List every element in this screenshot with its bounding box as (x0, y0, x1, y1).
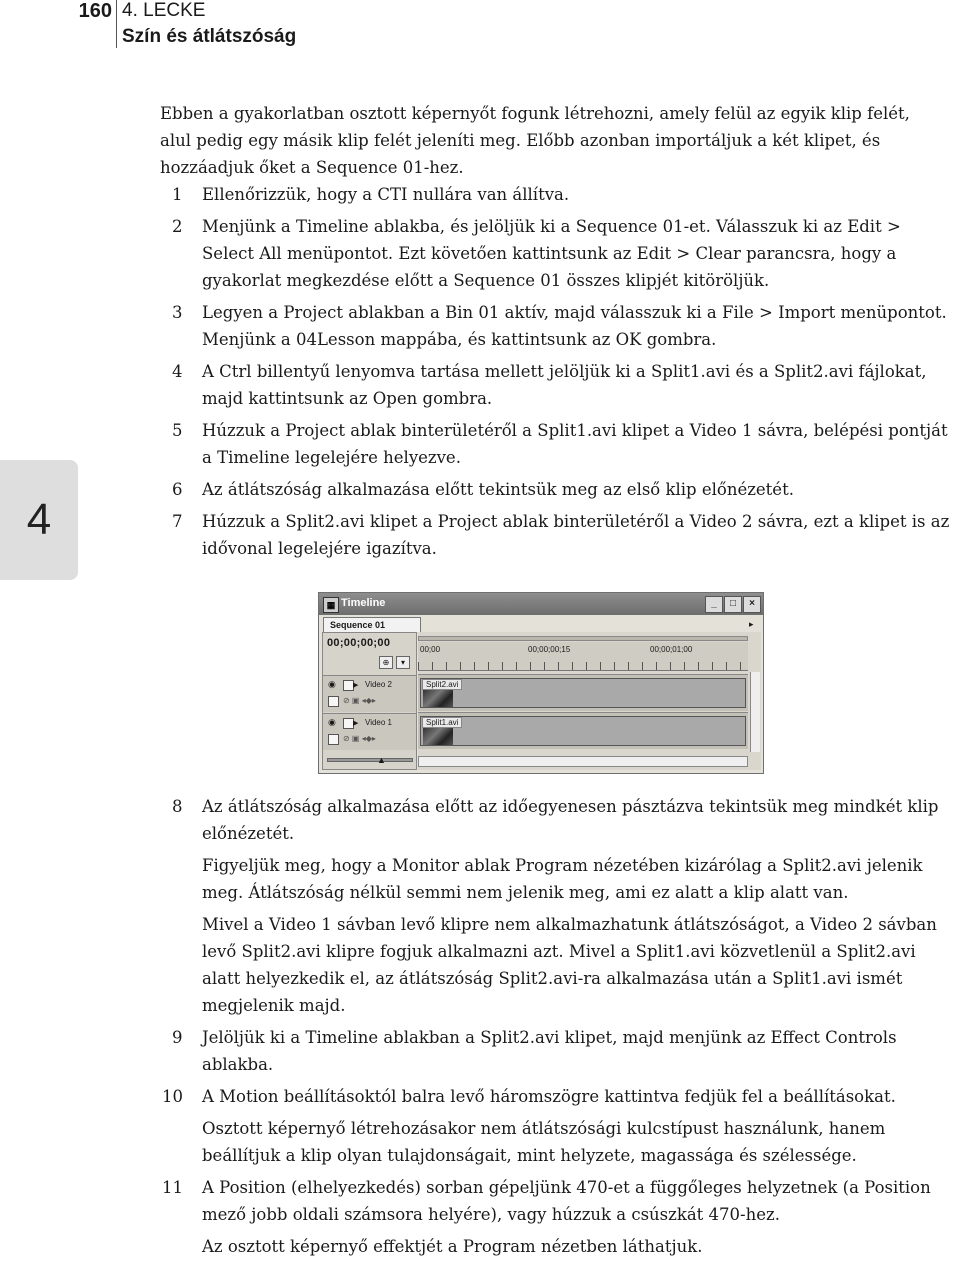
page-header (0, 0, 960, 52)
keyframe-controls-icon[interactable]: ⊘ ▣ ◂◆▸ (343, 734, 376, 743)
clip-name: Split2.avi (422, 679, 462, 690)
track-header-video-2 (323, 675, 416, 712)
eye-icon[interactable]: ◉ (328, 679, 336, 689)
step-number: 11 (162, 1178, 183, 1197)
track-video-1 (418, 712, 748, 749)
zoom-track (327, 758, 413, 762)
ruler-label: 00;00;00;15 (528, 645, 571, 654)
step-text: Menjünk a Timeline ablakba, és jelöljük ki a Sequence 01-et. Válasszuk ki az Edit > Select All menüpontot. Ezt követően kattintsunk az Edit > Clear parancsra, hogy a gyakorlat megkezdése előtt a Sequence 01 összes klipjét kitöröljük. (202, 217, 901, 290)
window-title: Timeline (341, 597, 386, 609)
steps-list-1 (160, 181, 950, 567)
clip-name: Split1.avi (422, 717, 462, 728)
timeline-window (318, 592, 764, 774)
track-name: Video 2 (365, 680, 392, 689)
minimize-icon[interactable]: _ (705, 596, 723, 613)
clip-split1[interactable] (420, 716, 746, 746)
time-ruler[interactable] (418, 642, 748, 671)
step-text: Legyen a Project ablakban a Bin 01 aktív, majd válasszuk ki a File > Import menüpontot. Menjünk a 04Lesson mappába, és kattintsunk az OK gombra. (202, 303, 947, 349)
clip-thumbnail (423, 728, 453, 745)
ruler-label: 00;00;01;00 (650, 645, 693, 654)
horizontal-scrollbar[interactable] (418, 756, 748, 767)
timecode-display[interactable]: 00;00;00;00 (327, 637, 391, 649)
timeline-tracks-pane (418, 632, 761, 770)
track-header-video-1 (323, 713, 416, 750)
step-number: 9 (172, 1028, 183, 1047)
clip-thumbnail (423, 690, 453, 707)
lesson-title: Szín és átlátszóság (122, 26, 297, 47)
note-paragraph: Az osztott képernyő effektjét a Program nézetben láthatjuk. (202, 1237, 703, 1256)
note-paragraph: Osztott képernyő létrehozásakor nem átlátszósági kulcstípust használunk, hanem beállítjuk a klip olyan tulajdonságait, mint helyzete, magassága és szélessége. (202, 1119, 886, 1165)
step-number: 2 (172, 217, 183, 236)
steps-list-2 (160, 793, 950, 1265)
step-text: A Motion beállításoktól balra levő háromszögre kattintva fedjük fel a beállításokat. (202, 1087, 896, 1106)
step-text: Az átlátszóság alkalmazása előtt az időegyenesen pásztázva tekintsük meg mindkét klip előnézetét. (202, 797, 939, 843)
work-area-bar[interactable] (418, 636, 748, 641)
step-item (160, 417, 950, 471)
step-text: A Ctrl billentyű lenyomva tartása mellett jelöljük ki a Split1.avi és a Split2.avi fájlokat, majd kattintsunk az Open gombra. (202, 362, 927, 408)
marker-icon[interactable]: ▾ (396, 656, 410, 669)
window-title-bar (319, 593, 763, 615)
display-style-icon[interactable] (328, 734, 339, 745)
step-item (160, 1083, 950, 1110)
expand-triangle-icon[interactable]: ▶ (353, 682, 359, 689)
panel-menu-icon[interactable]: ▸ (749, 619, 754, 629)
eye-icon[interactable]: ◉ (328, 717, 336, 727)
step-item (160, 299, 950, 353)
step-number: 4 (172, 362, 183, 381)
step-number: 10 (162, 1087, 183, 1106)
step-text: Az átlátszóság alkalmazása előtt tekintsük meg az első klip előnézetét. (202, 480, 794, 499)
step-item (160, 358, 950, 412)
track-video-2 (418, 674, 748, 711)
step-number: 8 (172, 797, 183, 816)
step-item (160, 476, 950, 503)
track-name: Video 1 (365, 718, 392, 727)
step-text: A Position (elhelyezkedés) sorban gépeljünk 470-et a függőleges helyzetnek (a Position mező jobb oldali számsora helyére), vagy húzzuk a csúszkát 470-hez. (202, 1178, 931, 1224)
zoom-knob-icon[interactable]: ▲ (377, 755, 386, 765)
step-number: 7 (172, 512, 183, 531)
step-text: Húzzuk a Project ablak binterületéről a Split1.avi klipet a Video 1 sávra, belépési pontját a Timeline legelejére helyezve. (202, 421, 948, 467)
note-paragraph: Mivel a Video 1 sávban levő klipre nem alkalmazhatunk átlátszóságot, a Video 2 sávban levő Split2.avi klipre fogjuk alkalmazni azt. Mivel a Split1.avi közvetlenül a Split2.avi alatt helyezkedik el, az átlátszóság Split2.avi-ra alkalmazása után a Split1.avi ismét megjelenik majd. (202, 915, 937, 1015)
display-style-icon[interactable] (328, 696, 339, 707)
lesson-number: 4. LECKE (122, 0, 206, 21)
intro-paragraph: Ebben a gyakorlatban osztott képernyőt fogunk létrehozni, amely felül az egyik klip felét, alul pedig egy másik klip felét jeleníti meg. Előbb azonban importáljuk a két klipet, és hozzáadjuk őket a Sequence 01-hez. (160, 104, 910, 177)
step-item (160, 1024, 950, 1078)
close-icon[interactable]: × (743, 596, 761, 613)
step-item (160, 1174, 950, 1228)
ruler-label: 00;00 (420, 645, 441, 654)
chapter-tab: 4 (0, 460, 78, 580)
ruler-ticks (418, 662, 748, 670)
maximize-icon[interactable]: □ (724, 596, 742, 613)
step-text: Húzzuk a Split2.avi klipet a Project ablak binterületéről a Video 2 sávra, ezt a klipet is az idővonal legelejére igazítva. (202, 512, 950, 558)
step-item (160, 508, 950, 562)
snap-icon[interactable]: ⊕ (379, 656, 393, 669)
keyframe-controls-icon[interactable]: ⊘ ▣ ◂◆▸ (343, 696, 376, 705)
expand-triangle-icon[interactable]: ▶ (353, 720, 359, 727)
vertical-scrollbar[interactable] (750, 672, 760, 752)
step-number: 6 (172, 480, 183, 499)
zoom-slider[interactable] (327, 755, 413, 765)
step-item (160, 793, 950, 847)
step-number: 1 (172, 185, 183, 204)
step-number: 3 (172, 303, 183, 322)
step-number: 5 (172, 421, 183, 440)
step-item (160, 181, 950, 208)
track-headers-pane (322, 632, 417, 770)
header-divider (116, 0, 117, 48)
step-item (160, 213, 950, 294)
tab-sequence-01[interactable]: Sequence 01 (323, 617, 421, 632)
app-icon: ▦ (323, 597, 339, 613)
page-number: 160 (78, 0, 112, 22)
step-text: Jelöljük ki a Timeline ablakban a Split2.avi klipet, majd menjünk az Effect Controls ablakba. (202, 1028, 897, 1074)
clip-split2[interactable] (420, 678, 746, 708)
step-text: Ellenőrizzük, hogy a CTI nullára van állítva. (202, 185, 570, 204)
note-paragraph: Figyeljük meg, hogy a Monitor ablak Program nézetében kizárólag a Split2.avi jelenik meg. Átlátszóság nélkül semmi nem jelenik meg, ami ez alatt a klip alatt van. (202, 856, 923, 902)
